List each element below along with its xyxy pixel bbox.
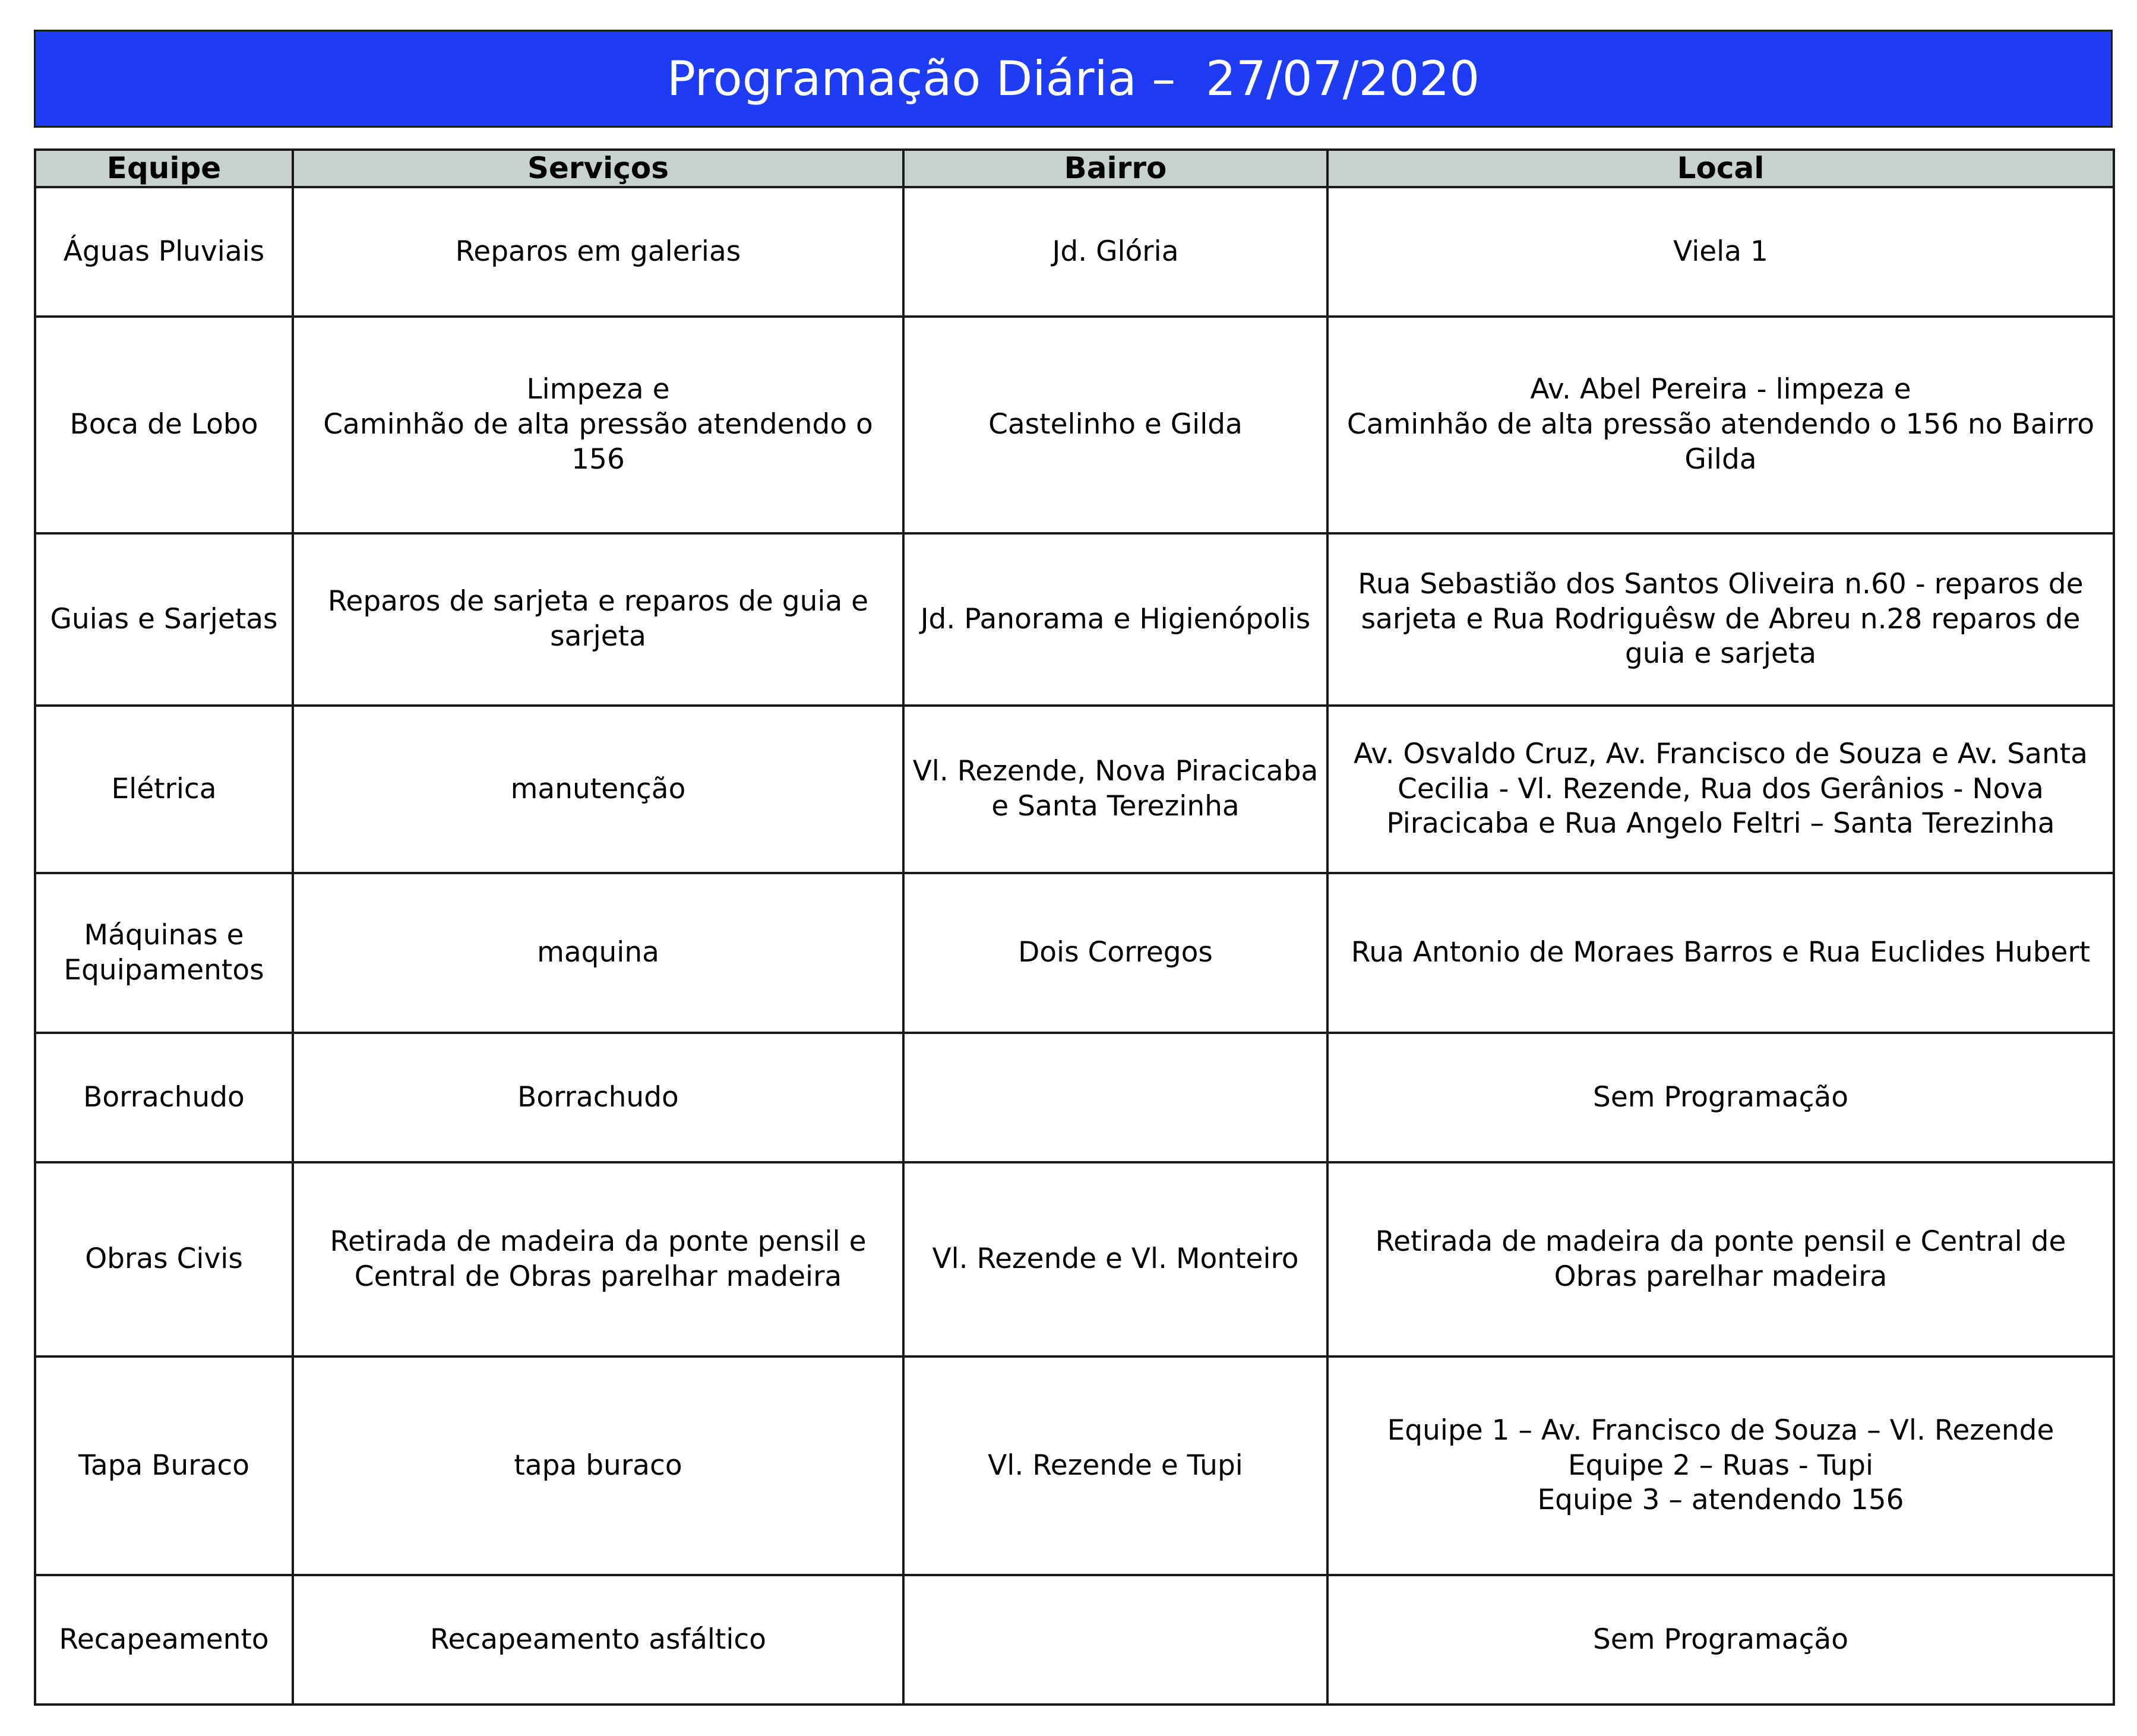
cell-bairro: Dois Corregos <box>903 873 1327 1033</box>
cell-equipe: Águas Pluviais <box>35 187 293 317</box>
cell-equipe: Recapeamento <box>35 1575 293 1705</box>
cell-local: Rua Sebastião dos Santos Oliveira n.60 - reparos de sarjeta e Rua Rodriguêsw de Abreu n.28 reparos de guia e sarjeta <box>1327 533 2114 706</box>
table-row <box>35 1356 2114 1575</box>
cell-bairro: Jd. Glória <box>903 187 1327 317</box>
table-row <box>35 1575 2114 1705</box>
cell-equipe: Elétrica <box>35 706 293 873</box>
column-header-bairro: Bairro <box>903 150 1327 187</box>
schedule-table <box>34 148 2115 1706</box>
cell-equipe: Máquinas e Equipamentos <box>35 873 293 1033</box>
cell-bairro: Vl. Rezende e Vl. Monteiro <box>903 1162 1327 1356</box>
table-row <box>35 873 2114 1033</box>
cell-servicos: Retirada de madeira da ponte pensil e Central de Obras parelhar madeira <box>293 1162 903 1356</box>
cell-servicos: Limpeza e Caminhão de alta pressão atendendo o 156 <box>293 317 903 533</box>
cell-bairro: Jd. Panorama e Higienópolis <box>903 533 1327 706</box>
table-row <box>35 1033 2114 1162</box>
cell-local: Sem Programação <box>1327 1033 2114 1162</box>
cell-servicos: manutenção <box>293 706 903 873</box>
table-row <box>35 187 2114 317</box>
page-title: Programação Diária – 27/07/2020 <box>666 51 1480 106</box>
cell-servicos: Reparos de sarjeta e reparos de guia e sarjeta <box>293 533 903 706</box>
cell-equipe: Tapa Buraco <box>35 1356 293 1575</box>
cell-local: Av. Osvaldo Cruz, Av. Francisco de Souza e Av. Santa Cecilia - Vl. Rezende, Rua dos Gerânios - Nova Piracicaba e Rua Angelo Feltri – Santa Terezinha <box>1327 706 2114 873</box>
column-header-local: Local <box>1327 150 2114 187</box>
cell-bairro: Castelinho e Gilda <box>903 317 1327 533</box>
cell-equipe: Borrachudo <box>35 1033 293 1162</box>
table-row <box>35 706 2114 873</box>
cell-local: Av. Abel Pereira - limpeza e Caminhão de alta pressão atendendo o 156 no Bairro Gilda <box>1327 317 2114 533</box>
cell-servicos: tapa buraco <box>293 1356 903 1575</box>
table-header-row <box>35 150 2114 187</box>
table-row <box>35 317 2114 533</box>
cell-local: Equipe 1 – Av. Francisco de Souza – Vl. Rezende Equipe 2 – Ruas - Tupi Equipe 3 – atendendo 156 <box>1327 1356 2114 1575</box>
cell-servicos: Recapeamento asfáltico <box>293 1575 903 1705</box>
table-row <box>35 533 2114 706</box>
cell-local: Viela 1 <box>1327 187 2114 317</box>
title-bar <box>34 30 2113 128</box>
cell-bairro <box>903 1033 1327 1162</box>
cell-equipe: Boca de Lobo <box>35 317 293 533</box>
cell-bairro: Vl. Rezende, Nova Piracicaba e Santa Terezinha <box>903 706 1327 873</box>
cell-servicos: maquina <box>293 873 903 1033</box>
cell-bairro: Vl. Rezende e Tupi <box>903 1356 1327 1575</box>
column-header-equipe: Equipe <box>35 150 293 187</box>
cell-local: Retirada de madeira da ponte pensil e Central de Obras parelhar madeira <box>1327 1162 2114 1356</box>
cell-servicos: Borrachudo <box>293 1033 903 1162</box>
cell-equipe: Obras Civis <box>35 1162 293 1356</box>
cell-equipe: Guias e Sarjetas <box>35 533 293 706</box>
column-header-servicos: Serviços <box>293 150 903 187</box>
table-row <box>35 1162 2114 1356</box>
cell-local: Rua Antonio de Moraes Barros e Rua Euclides Hubert <box>1327 873 2114 1033</box>
cell-bairro <box>903 1575 1327 1705</box>
cell-local: Sem Programação <box>1327 1575 2114 1705</box>
cell-servicos: Reparos em galerias <box>293 187 903 317</box>
